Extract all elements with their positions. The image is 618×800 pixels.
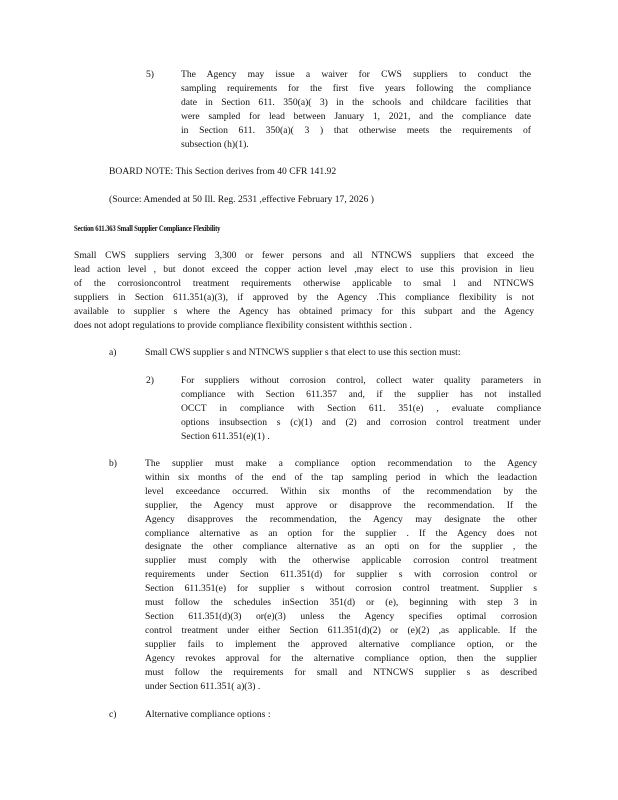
item-b-line: requirements under Section 611.351(d) for supplier s with corrosion control or	[145, 569, 537, 581]
item-a-text: Small CWS supplier s and NTNCWS supplier s that elect to use this section must:	[145, 347, 461, 358]
item-5-paragraph	[181, 68, 531, 151]
intro-line: Small CWS suppliers serving 3,300 or fewer persons and all NTNCWS suppliers that exceed the	[74, 250, 534, 261]
item-a2-marker: 2)	[146, 375, 154, 386]
item-b-paragraph	[145, 457, 537, 693]
item-a2-line: OCCT in compliance with Section 611. 351(e) , evaluate compliance	[181, 402, 541, 414]
item-b-line: compliance alternative as an option for the supplier . If the Agency does not	[145, 527, 537, 539]
item-b-line: supplier, the Agency must approve or disapprove the recommendation. If the	[145, 499, 537, 511]
item-b-line: control treatment under either Section 611.351(d)(2) or (e)(2) ,as applicable. If the	[145, 624, 537, 636]
item-b-line: under Section 611.351( a)(3) .	[145, 680, 261, 692]
item-a2-line: compliance with Section 611.357 and, if the supplier has not installed	[181, 388, 541, 400]
source-note: (Source: Amended at 50 Ill. Reg. 2531 ,effective February 17, 2026 )	[109, 194, 374, 205]
item-5-line: The Agency may issue a waiver for CWS suppliers to conduct the	[181, 69, 531, 80]
item-b-line: Section 611.351(d)(3) or(e)(3) unless the Agency specifies optimal corrosion	[145, 610, 537, 622]
item-a2-line: options insubsection s (c)(1) and (2) and corrosion control treatment under	[181, 416, 541, 428]
intro-line: lead action level , but donot exceed the copper action level ,may elect to use this provision in lieu	[74, 263, 534, 275]
item-b-line: supplier must comply with the otherwise applicable corrosion control treatment	[145, 555, 537, 567]
item-a2-line: For suppliers without corrosion control, collect water quality parameters in	[181, 375, 541, 386]
item-5-line: sampling requirements for the first five years following the compliance	[181, 82, 531, 94]
item-b-marker: b)	[109, 458, 117, 469]
item-b-line: within six months of the end of the tap sampling period in which the leadaction	[145, 471, 537, 483]
item-a2-paragraph	[181, 374, 541, 444]
item-5-line: were sampled for lead between January 1, 2021, and the compliance date	[181, 110, 531, 122]
item-5-line: date in Section 611. 350(a)( 3) in the schools and childcare facilities that	[181, 96, 531, 108]
intro-line: suppliers in Section 611.351(a)(3), if approved by the Agency .This compliance flexibility is not	[74, 291, 534, 303]
item-b-line: The supplier must make a compliance option recommendation to the Agency	[145, 458, 537, 469]
section-heading: Section 611.363 Small Supplier Compliance Flexibility	[74, 224, 221, 233]
item-b-line: Section 611.351(e) for supplier s without corrosion control treatment. Supplier s	[145, 583, 537, 595]
item-a2-line: Section 611.351(e)(1) .	[181, 430, 270, 442]
item-b-line: level exceedance occurred. Within six months of the recommendation by the	[145, 485, 537, 497]
item-b-line: Agency disapproves the recommendation, the Agency may designate the other	[145, 513, 537, 525]
item-a-marker: a)	[109, 347, 117, 358]
item-5-marker: 5)	[146, 69, 154, 80]
item-b-line: designate the other compliance alternative as an opti on for the supplier , the	[145, 541, 537, 553]
intro-line: available to supplier s where the Agency has obtained primacy for this subpart and the Agency	[74, 305, 534, 317]
board-note: BOARD NOTE: This Section derives from 40 CFR 141.92	[109, 166, 337, 177]
intro-line: does not adopt regulations to provide compliance flexibility consistent withthis section .	[74, 319, 412, 331]
item-5-line: in Section 611. 350(a)( 3 ) that otherwise meets the requirements of	[181, 124, 531, 136]
item-b-line: supplier fails to implement the approved alternative compliance option, or the	[145, 638, 537, 650]
intro-line: of the corrosioncontrol treatment requirements otherwise applicable to smal l and NTNCWS	[74, 277, 534, 289]
intro-paragraph	[74, 249, 534, 332]
item-5-line: subsection (h)(1).	[181, 138, 249, 150]
item-c-marker: c)	[109, 709, 117, 720]
item-b-line: must follow the schedules inSection 351(d) or (e), beginning with step 3 in	[145, 597, 537, 609]
item-c-text: Alternative compliance options :	[145, 709, 271, 720]
item-b-line: must follow the requirements for small and NTNCWS supplier s as described	[145, 666, 537, 678]
item-b-line: Agency revokes approval for the alternative compliance option, then the supplier	[145, 652, 537, 664]
